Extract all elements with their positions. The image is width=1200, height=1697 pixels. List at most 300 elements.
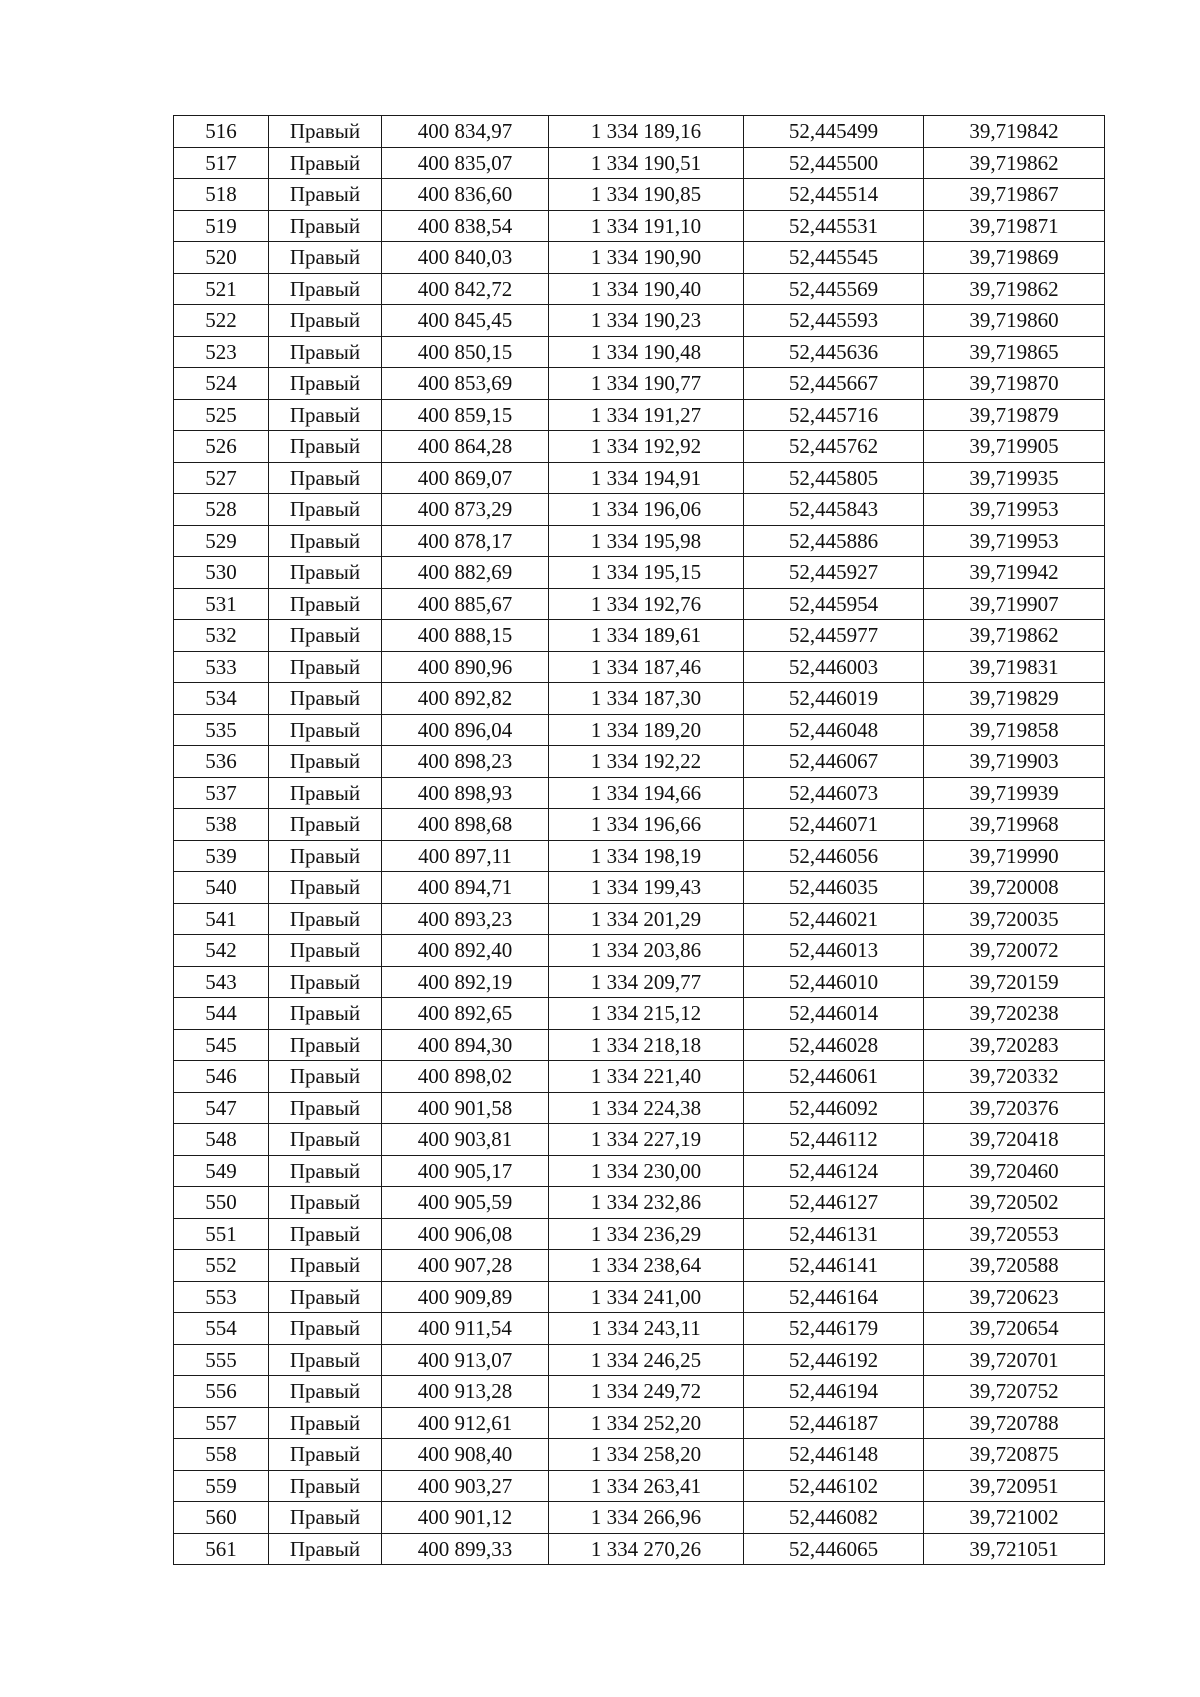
latitude-cell: 52,446073 xyxy=(744,777,924,809)
table-row xyxy=(174,809,1105,841)
table-row xyxy=(174,1313,1105,1345)
latitude-cell: 52,445762 xyxy=(744,431,924,463)
table-row xyxy=(174,840,1105,872)
y-coordinate-cell: 1 334 190,85 xyxy=(549,179,744,211)
side-cell: Правый xyxy=(269,525,382,557)
latitude-cell: 52,446187 xyxy=(744,1407,924,1439)
table-row xyxy=(174,368,1105,400)
x-coordinate-cell: 400 892,82 xyxy=(382,683,549,715)
longitude-cell: 39,719842 xyxy=(924,116,1105,148)
table-row xyxy=(174,336,1105,368)
latitude-cell: 52,446112 xyxy=(744,1124,924,1156)
x-coordinate-cell: 400 892,19 xyxy=(382,966,549,998)
table-row xyxy=(174,714,1105,746)
y-coordinate-cell: 1 334 263,41 xyxy=(549,1470,744,1502)
point-number-cell: 546 xyxy=(174,1061,269,1093)
x-coordinate-cell: 400 892,40 xyxy=(382,935,549,967)
side-cell: Правый xyxy=(269,1029,382,1061)
x-coordinate-cell: 400 859,15 xyxy=(382,399,549,431)
latitude-cell: 52,446003 xyxy=(744,651,924,683)
y-coordinate-cell: 1 334 190,23 xyxy=(549,305,744,337)
y-coordinate-cell: 1 334 249,72 xyxy=(549,1376,744,1408)
point-number-cell: 535 xyxy=(174,714,269,746)
coordinates-table-body xyxy=(174,116,1105,1565)
latitude-cell: 52,446067 xyxy=(744,746,924,778)
longitude-cell: 39,720332 xyxy=(924,1061,1105,1093)
point-number-cell: 547 xyxy=(174,1092,269,1124)
longitude-cell: 39,720283 xyxy=(924,1029,1105,1061)
point-number-cell: 561 xyxy=(174,1533,269,1565)
side-cell: Правый xyxy=(269,620,382,652)
longitude-cell: 39,719858 xyxy=(924,714,1105,746)
y-coordinate-cell: 1 334 191,10 xyxy=(549,210,744,242)
side-cell: Правый xyxy=(269,147,382,179)
point-number-cell: 530 xyxy=(174,557,269,589)
x-coordinate-cell: 400 907,28 xyxy=(382,1250,549,1282)
longitude-cell: 39,719939 xyxy=(924,777,1105,809)
y-coordinate-cell: 1 334 195,15 xyxy=(549,557,744,589)
latitude-cell: 52,445500 xyxy=(744,147,924,179)
table-row xyxy=(174,1533,1105,1565)
point-number-cell: 542 xyxy=(174,935,269,967)
point-number-cell: 541 xyxy=(174,903,269,935)
longitude-cell: 39,719867 xyxy=(924,179,1105,211)
point-number-cell: 559 xyxy=(174,1470,269,1502)
table-row xyxy=(174,147,1105,179)
y-coordinate-cell: 1 334 198,19 xyxy=(549,840,744,872)
point-number-cell: 525 xyxy=(174,399,269,431)
y-coordinate-cell: 1 334 203,86 xyxy=(549,935,744,967)
latitude-cell: 52,446065 xyxy=(744,1533,924,1565)
side-cell: Правый xyxy=(269,777,382,809)
point-number-cell: 539 xyxy=(174,840,269,872)
point-number-cell: 519 xyxy=(174,210,269,242)
longitude-cell: 39,720752 xyxy=(924,1376,1105,1408)
side-cell: Правый xyxy=(269,809,382,841)
side-cell: Правый xyxy=(269,431,382,463)
longitude-cell: 39,719907 xyxy=(924,588,1105,620)
point-number-cell: 520 xyxy=(174,242,269,274)
table-row xyxy=(174,1218,1105,1250)
longitude-cell: 39,719905 xyxy=(924,431,1105,463)
latitude-cell: 52,446148 xyxy=(744,1439,924,1471)
point-number-cell: 532 xyxy=(174,620,269,652)
x-coordinate-cell: 400 878,17 xyxy=(382,525,549,557)
y-coordinate-cell: 1 334 192,92 xyxy=(549,431,744,463)
y-coordinate-cell: 1 334 215,12 xyxy=(549,998,744,1030)
latitude-cell: 52,445593 xyxy=(744,305,924,337)
side-cell: Правый xyxy=(269,1061,382,1093)
coordinates-table xyxy=(173,115,1105,1565)
side-cell: Правый xyxy=(269,1502,382,1534)
point-number-cell: 558 xyxy=(174,1439,269,1471)
x-coordinate-cell: 400 905,17 xyxy=(382,1155,549,1187)
x-coordinate-cell: 400 913,07 xyxy=(382,1344,549,1376)
side-cell: Правый xyxy=(269,683,382,715)
x-coordinate-cell: 400 838,54 xyxy=(382,210,549,242)
table-row xyxy=(174,1281,1105,1313)
x-coordinate-cell: 400 908,40 xyxy=(382,1439,549,1471)
x-coordinate-cell: 400 840,03 xyxy=(382,242,549,274)
longitude-cell: 39,719862 xyxy=(924,147,1105,179)
point-number-cell: 552 xyxy=(174,1250,269,1282)
point-number-cell: 536 xyxy=(174,746,269,778)
side-cell: Правый xyxy=(269,998,382,1030)
longitude-cell: 39,719968 xyxy=(924,809,1105,841)
latitude-cell: 52,446127 xyxy=(744,1187,924,1219)
table-row xyxy=(174,1124,1105,1156)
table-row xyxy=(174,1407,1105,1439)
x-coordinate-cell: 400 906,08 xyxy=(382,1218,549,1250)
latitude-cell: 52,446019 xyxy=(744,683,924,715)
x-coordinate-cell: 400 896,04 xyxy=(382,714,549,746)
y-coordinate-cell: 1 334 221,40 xyxy=(549,1061,744,1093)
x-coordinate-cell: 400 897,11 xyxy=(382,840,549,872)
y-coordinate-cell: 1 334 192,22 xyxy=(549,746,744,778)
latitude-cell: 52,445636 xyxy=(744,336,924,368)
table-row xyxy=(174,903,1105,935)
longitude-cell: 39,719871 xyxy=(924,210,1105,242)
side-cell: Правый xyxy=(269,1092,382,1124)
table-row xyxy=(174,588,1105,620)
y-coordinate-cell: 1 334 187,30 xyxy=(549,683,744,715)
y-coordinate-cell: 1 334 187,46 xyxy=(549,651,744,683)
y-coordinate-cell: 1 334 194,91 xyxy=(549,462,744,494)
x-coordinate-cell: 400 882,69 xyxy=(382,557,549,589)
x-coordinate-cell: 400 836,60 xyxy=(382,179,549,211)
y-coordinate-cell: 1 334 209,77 xyxy=(549,966,744,998)
longitude-cell: 39,720035 xyxy=(924,903,1105,935)
side-cell: Правый xyxy=(269,210,382,242)
side-cell: Правый xyxy=(269,179,382,211)
table-row xyxy=(174,872,1105,904)
y-coordinate-cell: 1 334 238,64 xyxy=(549,1250,744,1282)
table-row xyxy=(174,1092,1105,1124)
point-number-cell: 522 xyxy=(174,305,269,337)
table-row xyxy=(174,525,1105,557)
latitude-cell: 52,445954 xyxy=(744,588,924,620)
y-coordinate-cell: 1 334 224,38 xyxy=(549,1092,744,1124)
side-cell: Правый xyxy=(269,116,382,148)
side-cell: Правый xyxy=(269,305,382,337)
table-row xyxy=(174,651,1105,683)
y-coordinate-cell: 1 334 201,29 xyxy=(549,903,744,935)
y-coordinate-cell: 1 334 266,96 xyxy=(549,1502,744,1534)
latitude-cell: 52,446061 xyxy=(744,1061,924,1093)
latitude-cell: 52,446035 xyxy=(744,872,924,904)
latitude-cell: 52,445545 xyxy=(744,242,924,274)
y-coordinate-cell: 1 334 189,20 xyxy=(549,714,744,746)
side-cell: Правый xyxy=(269,494,382,526)
point-number-cell: 540 xyxy=(174,872,269,904)
point-number-cell: 531 xyxy=(174,588,269,620)
longitude-cell: 39,719935 xyxy=(924,462,1105,494)
x-coordinate-cell: 400 885,67 xyxy=(382,588,549,620)
x-coordinate-cell: 400 913,28 xyxy=(382,1376,549,1408)
longitude-cell: 39,719953 xyxy=(924,494,1105,526)
longitude-cell: 39,720418 xyxy=(924,1124,1105,1156)
latitude-cell: 52,446014 xyxy=(744,998,924,1030)
x-coordinate-cell: 400 869,07 xyxy=(382,462,549,494)
x-coordinate-cell: 400 845,45 xyxy=(382,305,549,337)
table-row xyxy=(174,1470,1105,1502)
x-coordinate-cell: 400 911,54 xyxy=(382,1313,549,1345)
y-coordinate-cell: 1 334 270,26 xyxy=(549,1533,744,1565)
point-number-cell: 533 xyxy=(174,651,269,683)
point-number-cell: 527 xyxy=(174,462,269,494)
side-cell: Правый xyxy=(269,935,382,967)
y-coordinate-cell: 1 334 190,90 xyxy=(549,242,744,274)
x-coordinate-cell: 400 901,12 xyxy=(382,1502,549,1534)
point-number-cell: 545 xyxy=(174,1029,269,1061)
y-coordinate-cell: 1 334 190,51 xyxy=(549,147,744,179)
longitude-cell: 39,720654 xyxy=(924,1313,1105,1345)
longitude-cell: 39,719869 xyxy=(924,242,1105,274)
table-row xyxy=(174,179,1105,211)
y-coordinate-cell: 1 334 190,48 xyxy=(549,336,744,368)
y-coordinate-cell: 1 334 196,66 xyxy=(549,809,744,841)
latitude-cell: 52,446028 xyxy=(744,1029,924,1061)
x-coordinate-cell: 400 912,61 xyxy=(382,1407,549,1439)
longitude-cell: 39,720951 xyxy=(924,1470,1105,1502)
latitude-cell: 52,445977 xyxy=(744,620,924,652)
table-row xyxy=(174,1344,1105,1376)
point-number-cell: 544 xyxy=(174,998,269,1030)
x-coordinate-cell: 400 890,96 xyxy=(382,651,549,683)
latitude-cell: 52,445843 xyxy=(744,494,924,526)
point-number-cell: 557 xyxy=(174,1407,269,1439)
y-coordinate-cell: 1 334 189,61 xyxy=(549,620,744,652)
point-number-cell: 556 xyxy=(174,1376,269,1408)
latitude-cell: 52,446192 xyxy=(744,1344,924,1376)
x-coordinate-cell: 400 909,89 xyxy=(382,1281,549,1313)
latitude-cell: 52,446164 xyxy=(744,1281,924,1313)
x-coordinate-cell: 400 842,72 xyxy=(382,273,549,305)
longitude-cell: 39,719942 xyxy=(924,557,1105,589)
latitude-cell: 52,446048 xyxy=(744,714,924,746)
x-coordinate-cell: 400 898,68 xyxy=(382,809,549,841)
side-cell: Правый xyxy=(269,1281,382,1313)
latitude-cell: 52,445514 xyxy=(744,179,924,211)
y-coordinate-cell: 1 334 189,16 xyxy=(549,116,744,148)
side-cell: Правый xyxy=(269,1250,382,1282)
longitude-cell: 39,720159 xyxy=(924,966,1105,998)
table-row xyxy=(174,210,1105,242)
side-cell: Правый xyxy=(269,273,382,305)
x-coordinate-cell: 400 899,33 xyxy=(382,1533,549,1565)
latitude-cell: 52,446021 xyxy=(744,903,924,935)
y-coordinate-cell: 1 334 230,00 xyxy=(549,1155,744,1187)
table-row xyxy=(174,1155,1105,1187)
latitude-cell: 52,445569 xyxy=(744,273,924,305)
side-cell: Правый xyxy=(269,1439,382,1471)
y-coordinate-cell: 1 334 258,20 xyxy=(549,1439,744,1471)
point-number-cell: 549 xyxy=(174,1155,269,1187)
side-cell: Правый xyxy=(269,651,382,683)
x-coordinate-cell: 400 892,65 xyxy=(382,998,549,1030)
x-coordinate-cell: 400 898,23 xyxy=(382,746,549,778)
longitude-cell: 39,720238 xyxy=(924,998,1105,1030)
latitude-cell: 52,445886 xyxy=(744,525,924,557)
side-cell: Правый xyxy=(269,1187,382,1219)
point-number-cell: 529 xyxy=(174,525,269,557)
longitude-cell: 39,720502 xyxy=(924,1187,1105,1219)
longitude-cell: 39,720701 xyxy=(924,1344,1105,1376)
latitude-cell: 52,445927 xyxy=(744,557,924,589)
x-coordinate-cell: 400 894,71 xyxy=(382,872,549,904)
longitude-cell: 39,720875 xyxy=(924,1439,1105,1471)
side-cell: Правый xyxy=(269,1470,382,1502)
table-row xyxy=(174,242,1105,274)
latitude-cell: 52,446131 xyxy=(744,1218,924,1250)
y-coordinate-cell: 1 334 192,76 xyxy=(549,588,744,620)
longitude-cell: 39,721002 xyxy=(924,1502,1105,1534)
y-coordinate-cell: 1 334 236,29 xyxy=(549,1218,744,1250)
table-row xyxy=(174,620,1105,652)
table-row xyxy=(174,1439,1105,1471)
side-cell: Правый xyxy=(269,966,382,998)
x-coordinate-cell: 400 893,23 xyxy=(382,903,549,935)
longitude-cell: 39,720623 xyxy=(924,1281,1105,1313)
table-row xyxy=(174,935,1105,967)
y-coordinate-cell: 1 334 246,25 xyxy=(549,1344,744,1376)
latitude-cell: 52,445531 xyxy=(744,210,924,242)
longitude-cell: 39,720008 xyxy=(924,872,1105,904)
point-number-cell: 543 xyxy=(174,966,269,998)
latitude-cell: 52,445805 xyxy=(744,462,924,494)
longitude-cell: 39,719862 xyxy=(924,620,1105,652)
table-row xyxy=(174,305,1105,337)
latitude-cell: 52,446082 xyxy=(744,1502,924,1534)
longitude-cell: 39,719831 xyxy=(924,651,1105,683)
y-coordinate-cell: 1 334 252,20 xyxy=(549,1407,744,1439)
table-row xyxy=(174,1502,1105,1534)
longitude-cell: 39,720376 xyxy=(924,1092,1105,1124)
side-cell: Правый xyxy=(269,1218,382,1250)
y-coordinate-cell: 1 334 190,40 xyxy=(549,273,744,305)
table-row xyxy=(174,683,1105,715)
longitude-cell: 39,720072 xyxy=(924,935,1105,967)
side-cell: Правый xyxy=(269,1313,382,1345)
longitude-cell: 39,721051 xyxy=(924,1533,1105,1565)
x-coordinate-cell: 400 901,58 xyxy=(382,1092,549,1124)
point-number-cell: 538 xyxy=(174,809,269,841)
table-row xyxy=(174,494,1105,526)
longitude-cell: 39,719879 xyxy=(924,399,1105,431)
side-cell: Правый xyxy=(269,1344,382,1376)
latitude-cell: 52,446056 xyxy=(744,840,924,872)
table-row xyxy=(174,1061,1105,1093)
y-coordinate-cell: 1 334 232,86 xyxy=(549,1187,744,1219)
point-number-cell: 550 xyxy=(174,1187,269,1219)
x-coordinate-cell: 400 853,69 xyxy=(382,368,549,400)
y-coordinate-cell: 1 334 194,66 xyxy=(549,777,744,809)
point-number-cell: 528 xyxy=(174,494,269,526)
latitude-cell: 52,446124 xyxy=(744,1155,924,1187)
x-coordinate-cell: 400 834,97 xyxy=(382,116,549,148)
table-row xyxy=(174,746,1105,778)
point-number-cell: 521 xyxy=(174,273,269,305)
point-number-cell: 548 xyxy=(174,1124,269,1156)
point-number-cell: 518 xyxy=(174,179,269,211)
table-row xyxy=(174,777,1105,809)
side-cell: Правый xyxy=(269,557,382,589)
longitude-cell: 39,719860 xyxy=(924,305,1105,337)
longitude-cell: 39,719903 xyxy=(924,746,1105,778)
table-row xyxy=(174,431,1105,463)
side-cell: Правый xyxy=(269,368,382,400)
table-row xyxy=(174,998,1105,1030)
x-coordinate-cell: 400 888,15 xyxy=(382,620,549,652)
table-row xyxy=(174,1376,1105,1408)
y-coordinate-cell: 1 334 243,11 xyxy=(549,1313,744,1345)
longitude-cell: 39,720788 xyxy=(924,1407,1105,1439)
table-row xyxy=(174,399,1105,431)
side-cell: Правый xyxy=(269,1155,382,1187)
x-coordinate-cell: 400 898,02 xyxy=(382,1061,549,1093)
y-coordinate-cell: 1 334 195,98 xyxy=(549,525,744,557)
latitude-cell: 52,445667 xyxy=(744,368,924,400)
side-cell: Правый xyxy=(269,746,382,778)
point-number-cell: 551 xyxy=(174,1218,269,1250)
side-cell: Правый xyxy=(269,399,382,431)
table-row xyxy=(174,1029,1105,1061)
side-cell: Правый xyxy=(269,1407,382,1439)
y-coordinate-cell: 1 334 227,19 xyxy=(549,1124,744,1156)
point-number-cell: 534 xyxy=(174,683,269,715)
x-coordinate-cell: 400 903,27 xyxy=(382,1470,549,1502)
side-cell: Правый xyxy=(269,714,382,746)
point-number-cell: 560 xyxy=(174,1502,269,1534)
table-row xyxy=(174,966,1105,998)
latitude-cell: 52,446102 xyxy=(744,1470,924,1502)
longitude-cell: 39,719953 xyxy=(924,525,1105,557)
latitude-cell: 52,446071 xyxy=(744,809,924,841)
latitude-cell: 52,446010 xyxy=(744,966,924,998)
y-coordinate-cell: 1 334 218,18 xyxy=(549,1029,744,1061)
side-cell: Правый xyxy=(269,588,382,620)
x-coordinate-cell: 400 903,81 xyxy=(382,1124,549,1156)
table-row xyxy=(174,1250,1105,1282)
point-number-cell: 554 xyxy=(174,1313,269,1345)
y-coordinate-cell: 1 334 196,06 xyxy=(549,494,744,526)
latitude-cell: 52,446194 xyxy=(744,1376,924,1408)
longitude-cell: 39,719990 xyxy=(924,840,1105,872)
x-coordinate-cell: 400 905,59 xyxy=(382,1187,549,1219)
side-cell: Правый xyxy=(269,840,382,872)
latitude-cell: 52,446179 xyxy=(744,1313,924,1345)
side-cell: Правый xyxy=(269,872,382,904)
longitude-cell: 39,719862 xyxy=(924,273,1105,305)
latitude-cell: 52,446141 xyxy=(744,1250,924,1282)
longitude-cell: 39,719865 xyxy=(924,336,1105,368)
side-cell: Правый xyxy=(269,242,382,274)
x-coordinate-cell: 400 835,07 xyxy=(382,147,549,179)
longitude-cell: 39,719870 xyxy=(924,368,1105,400)
x-coordinate-cell: 400 898,93 xyxy=(382,777,549,809)
y-coordinate-cell: 1 334 241,00 xyxy=(549,1281,744,1313)
table-row xyxy=(174,1187,1105,1219)
side-cell: Правый xyxy=(269,336,382,368)
latitude-cell: 52,445499 xyxy=(744,116,924,148)
y-coordinate-cell: 1 334 191,27 xyxy=(549,399,744,431)
side-cell: Правый xyxy=(269,1376,382,1408)
longitude-cell: 39,720588 xyxy=(924,1250,1105,1282)
longitude-cell: 39,719829 xyxy=(924,683,1105,715)
x-coordinate-cell: 400 894,30 xyxy=(382,1029,549,1061)
latitude-cell: 52,445716 xyxy=(744,399,924,431)
point-number-cell: 524 xyxy=(174,368,269,400)
